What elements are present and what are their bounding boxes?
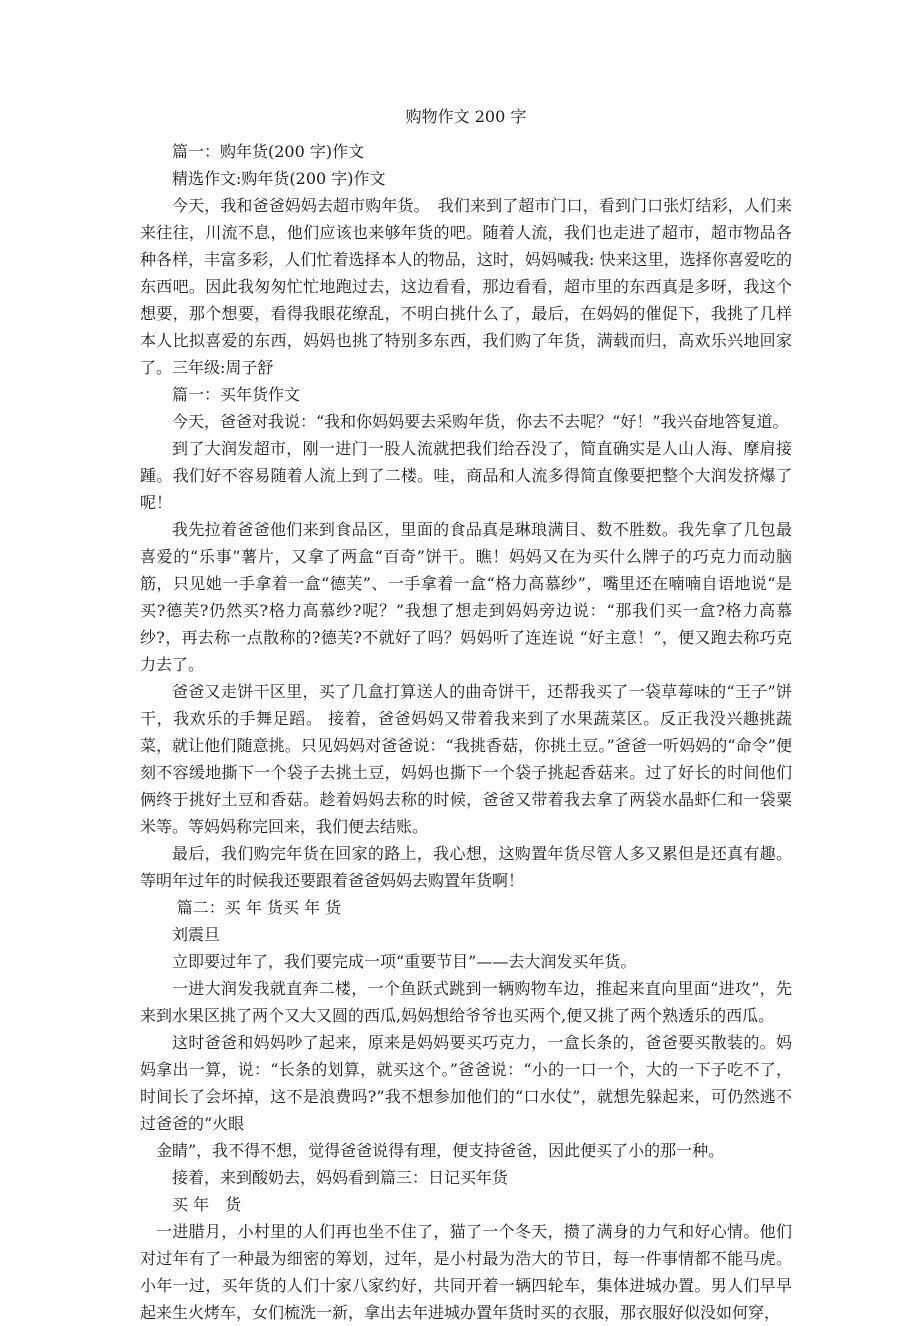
paragraph: 立即要过年了，我们要完成一项“重要节目”——去大润发买年货。: [172, 952, 637, 971]
paragraph: 今天，爸爸对我说：“我和你妈妈要去采购年货，你去不去呢？“好！”我兴奋地答复道。: [172, 412, 789, 431]
paragraph: 买 年 货: [172, 1195, 242, 1214]
paragraph: 金睛”，我不得不想，觉得爸爸说得有理，便支持爸爸，因此便买了小的那一种。: [156, 1141, 725, 1160]
document-body: [140, 138, 792, 1326]
paragraph: 一进腊月，小村里的人们再也坐不住了，猫了一个冬天，攒了满身的力气和好心情。他们对过年有了一种最为细密的筹划，过年，是小村最为浩大的节日，每一件事情都不能马虎。小年一过，买年货的人们十家八家约好，共同开着一辆四轮车，集体进城办置。男人们早早起来生火烤车，女们梳洗一新，拿出去年进城办置年货时买的衣服，那衣服好似没如何穿，: [140, 1222, 792, 1322]
paragraph: 篇一：购年货(200 字)作文: [172, 142, 365, 161]
paragraph: 一进大润发我就直奔二楼，一个鱼跃式跳到一辆购物车边，推起来直向里面“进攻”，先来到水果区挑了两个又大又圆的西瓜,妈妈想给爷爷也买两个,便又挑了两个熟透乐的西瓜。: [140, 979, 792, 1025]
paragraph: 篇一：买年货作文: [172, 385, 301, 404]
paragraph: 到了大润发超市，刚一进门一股人流就把我们给吞没了，简直确实是人山人海、摩肩接踵。我们好不容易随着人流上到了二楼。哇，商品和人流多得简直像要把整个大润发挤爆了呢！: [140, 439, 792, 512]
paragraph: 接着，来到酸奶去，妈妈看到篇三：日记买年货: [172, 1168, 509, 1187]
paragraph: 精选作文:购年货(200 字)作文: [172, 169, 386, 188]
paragraph: 爸爸又走饼干区里，买了几盒打算送人的曲奇饼干，还帮我买了一袋草莓味的“王子”饼干，我欢乐的手舞足蹈。 接着，爸爸妈妈又带着我来到了水果蔬菜区。反正我没兴趣挑蔬菜，就让他们随意挑。只见妈妈对爸爸说：“我挑香菇，你挑土豆。”爸爸一听妈妈的“命令”便刻不容缓地撕下一个袋子去挑土豆，妈妈也撕下一个袋子挑起香菇来。过了好长的时间他们俩终于挑好土豆和香菇。趁着妈妈去称的时候，爸爸又带着我去拿了两袋水晶虾仁和一袋粟米等。等妈妈称完回来，我们便去结账。: [140, 682, 792, 836]
document-title: 购物作文 200 字: [405, 107, 527, 126]
paragraph: 这时爸爸和妈妈吵了起来，原来是妈妈要买巧克力，一盒长条的，爸爸要买散装的。妈妈拿出一算，说：“长条的划算，就买这个。”爸爸说：“小的一口一个，大的一下子吃不了，时间长了会坏掉，这不是浪费吗?”我不想参加他们的“口水仗”，就想先躲起来，可仍然逃不过爸爸的“火眼: [140, 1033, 792, 1133]
document-page: [140, 102, 792, 1326]
paragraph: 篇二：买 年 货买 年 货: [176, 898, 342, 917]
paragraph: 我先拉着爸爸他们来到食品区，里面的食品真是琳琅满目、数不胜数。我先拿了几包最喜爱的“乐事”薯片，又拿了两盒“百奇”饼干。瞧！妈妈又在为买什么牌子的巧克力而动脑筋，只见她一手拿着一盒“德芙”、一手拿着一盒“格力高慕纱”，嘴里还在喃喃自语地说“是买?德芙?仍然买?格力高慕纱?呢？”我想了想走到妈妈旁边说：“那我们买一盒?格力高慕纱?，再去称一点散称的?德芙?不就好了吗？妈妈听了连连说 “好主意！”，便又跑去称巧克力去了。: [140, 520, 792, 674]
paragraph: 刘震旦: [172, 925, 221, 944]
paragraph: 最后，我们购完年货在回家的路上，我心想，这购置年货尽管人多又累但是还真有趣。等明年过年的时候我还要跟着爸爸妈妈去购置年货啊！: [140, 844, 792, 890]
paragraph: 今天，我和爸爸妈妈去超市购年货。 我们来到了超市门口，看到门口张灯结彩，人们来来往往，川流不息，他们应该也来够年货的吧。随着人流，我们也走进了超市，超市物品各种各样，丰富多彩，人们忙着选择本人的物品，这时，妈妈喊我: 快来这里，选择你喜爱吃的东西吧。因此我匆匆忙忙地跑过去，这边看看，那边看看，超市里的东西真是多呀，我这个想要，那个想要，看得我眼花缭乱，不明白挑什么了，最后，在妈妈的催促下，我挑了几样本人比拟喜爱的东西，妈妈也挑了特别多东西，我们购了年货，满载而归，高欢乐兴地回家了。三年级:周子舒: [140, 196, 792, 377]
